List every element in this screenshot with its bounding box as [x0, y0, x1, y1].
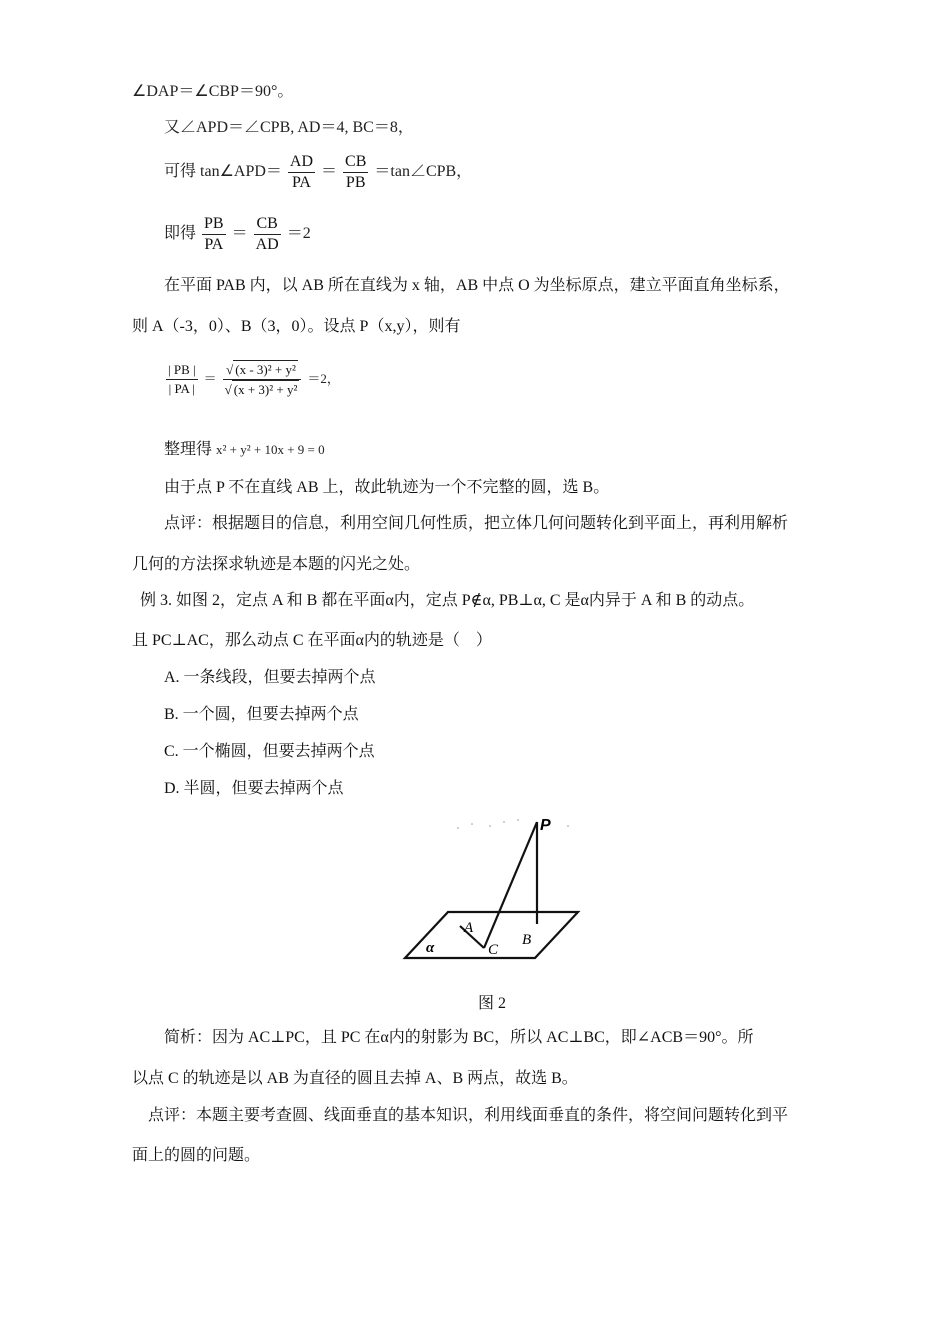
example-3-problem: 例 3. 如图 2，定点 A 和 B 都在平面α内，定点 P∉α, PB⊥α, C 是α内异于 A 和 B 的动点。 — [140, 592, 755, 609]
fraction-numerator: PB — [202, 214, 226, 235]
analysis-line-1: 简析：因为 AC⊥PC，且 PC 在α内的射影为 BC，所以 AC⊥BC，即∠ACB＝90°。所 — [164, 1029, 754, 1046]
fraction-denominator: PA — [291, 174, 311, 191]
sqrt-radicand: (x - 3)² + y² — [235, 362, 296, 377]
equals-sign: ＝ — [321, 163, 338, 181]
line-distance-ratio — [164, 360, 340, 399]
fraction-sqrt — [223, 360, 302, 399]
fraction-cb-pb — [343, 152, 368, 193]
line-conclusion: 由于点 P 不在直线 AB 上，故此轨迹为一个不完整的圆，选 B。 — [164, 479, 610, 496]
line-ratio-equation — [164, 214, 311, 255]
fraction-denominator: √ (x + 3)² + y² — [224, 382, 298, 397]
fraction-numerator: CB — [254, 214, 281, 235]
line-comment-1: 点评：根据题目的信息，利用空间几何性质，把立体几何问题转化到平面上，再利用解析 — [164, 515, 789, 532]
geometry-figure — [400, 808, 590, 968]
label-p: P — [540, 817, 551, 834]
label-c: C — [488, 942, 499, 958]
line-simplified-equation — [164, 440, 325, 460]
line-comment-2: 几何的方法探求轨迹是本题的闪光之处。 — [132, 556, 421, 573]
equals-sign: ＝ — [231, 225, 248, 243]
line-points-ab: 则 A（-3，0）、B（3，0）。设点 P（x,y），则有 — [132, 318, 461, 335]
fraction-numerator: | PB | — [166, 361, 198, 380]
circle-equation: x² + y² + 10x + 9 = 0 — [216, 442, 325, 457]
text-zhenglide: 整理得 — [164, 441, 213, 458]
line-angle-dap: ∠DAP＝∠CBP＝90°。 — [132, 83, 294, 100]
tan-apd: tan∠APD＝ — [200, 163, 282, 181]
fraction-denominator: AD — [255, 236, 279, 253]
option-b: B. 一个圆，但要去掉两个点 — [164, 706, 359, 723]
line-pc — [484, 822, 537, 948]
fraction-ad-pa — [288, 152, 315, 193]
equals-two: ＝2 — [286, 225, 311, 243]
fraction-denominator: PA — [204, 236, 224, 253]
sqrt-radicand: (x + 3)² + y² — [233, 382, 298, 397]
equals-sign: ＝ — [203, 371, 217, 387]
comment-line-1: 点评：本题主要考查圆、线面垂直的基本知识，利用线面垂直的条件，将空间问题转化到平 — [148, 1107, 789, 1124]
figure-caption: 图 2 — [478, 995, 507, 1012]
fraction-cb-ad — [254, 214, 281, 255]
example-3-question: 且 PC⊥AC，那么动点 C 在平面α内的轨迹是（ ） — [132, 632, 492, 649]
line-tan-equation — [164, 152, 472, 193]
text-kede: 可得 — [164, 163, 197, 181]
line-coordinate-system: 在平面 PAB 内，以 AB 所在直线为 x 轴，AB 中点 O 为坐标原点，建立平面直角坐标系， — [164, 277, 790, 294]
line-angle-apd: 又∠APD＝∠CPB, AD＝4, BC＝8， — [164, 119, 414, 136]
tan-cpb: ＝tan∠CPB， — [374, 163, 473, 181]
option-c: C. 一个椭圆，但要去掉两个点 — [164, 743, 375, 760]
equals-two: ＝2， — [307, 371, 340, 387]
text-jide: 即得 — [164, 225, 197, 243]
fraction-denominator: PB — [345, 174, 366, 191]
fraction-denominator: | PA | — [168, 381, 196, 396]
label-a: A — [464, 920, 474, 936]
option-d: D. 半圆，但要去掉两个点 — [164, 780, 344, 797]
fraction-numerator: CB — [343, 152, 368, 173]
scan-dots — [457, 819, 569, 829]
fraction-numerator: √ (x - 3)² + y² — [223, 360, 302, 380]
comment-line-2: 面上的圆的问题。 — [132, 1147, 261, 1164]
label-alpha: α — [426, 940, 435, 956]
analysis-line-2: 以点 C 的轨迹是以 AB 为直径的圆且去掉 A、B 两点，故选 B。 — [132, 1070, 578, 1087]
label-b: B — [522, 932, 532, 948]
fraction-abs-pb-pa — [166, 361, 198, 398]
fraction-numerator: AD — [288, 152, 315, 173]
fraction-pb-pa — [202, 214, 226, 255]
option-a: A. 一条线段，但要去掉两个点 — [164, 669, 376, 686]
